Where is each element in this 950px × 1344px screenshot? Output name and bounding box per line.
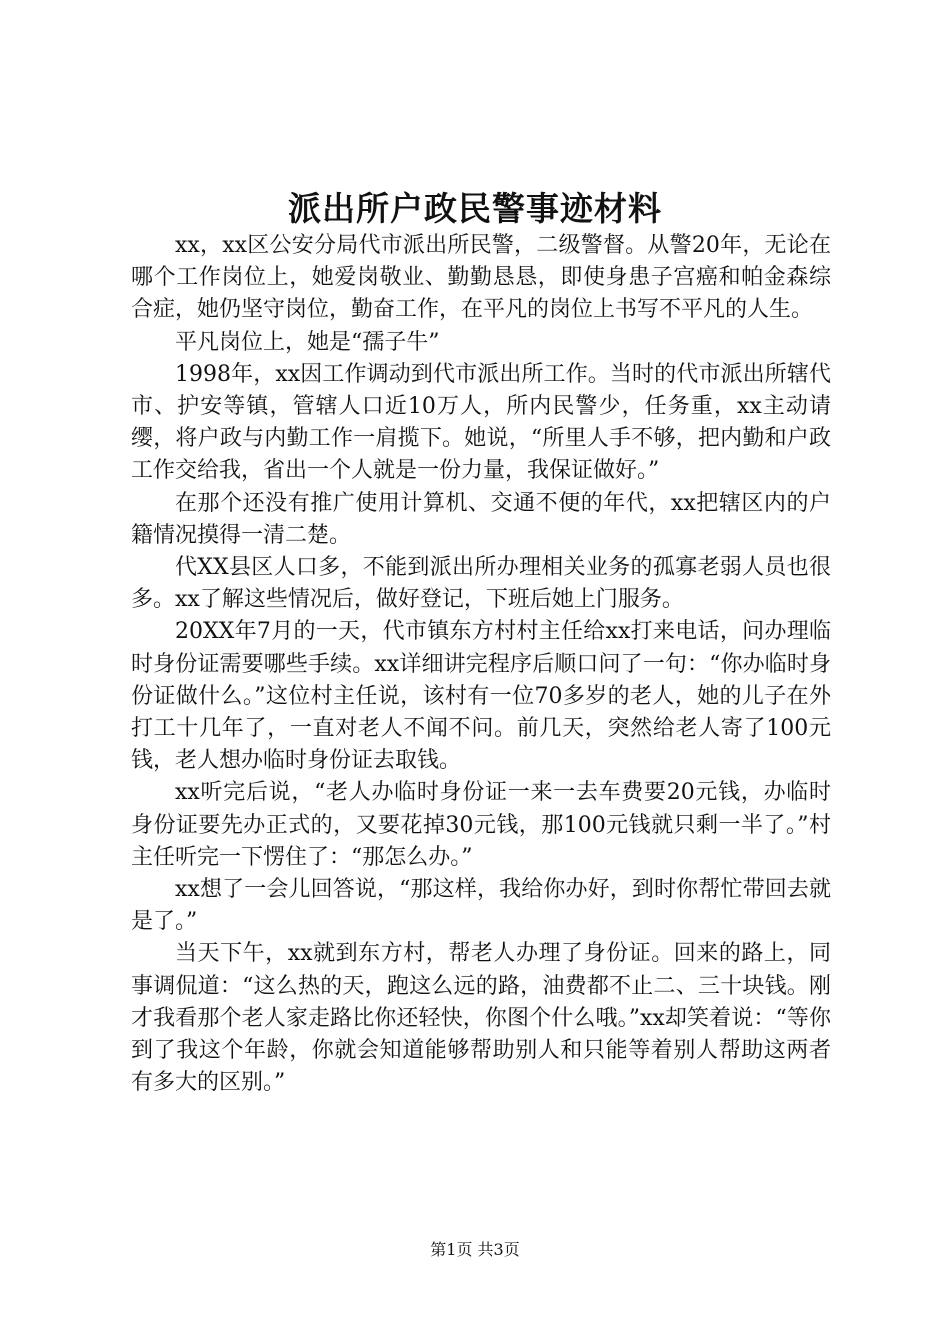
paragraph: 代XX县区人口多，不能到派出所办理相关业务的孤寡老弱人员也很多。xx了解这些情况后，做好登记，下班后她上门服务。: [131, 555, 831, 613]
section-heading: 平凡岗位上，她是“孺子牛”: [175, 329, 440, 355]
paragraph: 在那个还没有推广使用计算机、交通不便的年代，xx把辖区内的户籍情况摸得一清二楚。: [131, 490, 831, 548]
paragraph: xx听完后说，“老人办临时身份证一来一去车费要20元钱，办临时身份证要先办正式的，又要花掉30元钱，那100元钱就只剩一半了。”村主任听完一下愣住了：“那怎么办。”: [131, 780, 831, 870]
paragraph-intro: xx，xx区公安分局代市派出所民警，二级警督。从警20年，无论在哪个工作岗位上，她爱岗敬业、勤勤恳恳，即使身患子宫癌和帕金森综合症，她仍坚守岗位，勤奋工作，在平凡的岗位上书写不平凡的人生。: [131, 233, 831, 323]
paragraph: xx想了一会儿回答说，“那这样，我给你办好，到时你帮忙带回去就是了。”: [131, 877, 831, 935]
paragraph: 20XX年7月的一天，代市镇东方村村主任给xx打来电话，问办理临时身份证需要哪些手续。xx详细讲完程序后顺口问了一句：“你办临时身份证做什么。”这位村主任说，该村有一位70多岁的老人，她的儿子在外打工十几年了，一直对老人不闻不问。前几天，突然给老人寄了100元钱，老人想办临时身份证去取钱。: [131, 619, 831, 774]
paragraph: 1998年，xx因工作调动到代市派出所工作。当时的代市派出所辖代市、护安等镇，管辖人口近10万人，所内民警少，任务重，xx主动请缨，将户政与内勤工作一肩揽下。她说，“所里人手不够，把内勤和户政工作交给我，省出一个人就是一份力量，我保证做好。”: [131, 361, 831, 484]
paragraph: 当天下午，xx就到东方村，帮老人办理了身份证。回来的路上，同事调侃道：“这么热的天，跑这么远的路，油费都不止二、三十块钱。刚才我看那个老人家走路比你还轻快，你图个什么哦。”xx却笑着说：“等你到了我这个年龄，你就会知道能够帮助别人和只能等着别人帮助这两者有多大的区别。”: [131, 941, 831, 1096]
document-body: [131, 230, 831, 1099]
document-title: 派出所户政民警事迹材料: [288, 189, 662, 228]
page-number-footer: 第1页 共3页: [430, 1240, 520, 1259]
